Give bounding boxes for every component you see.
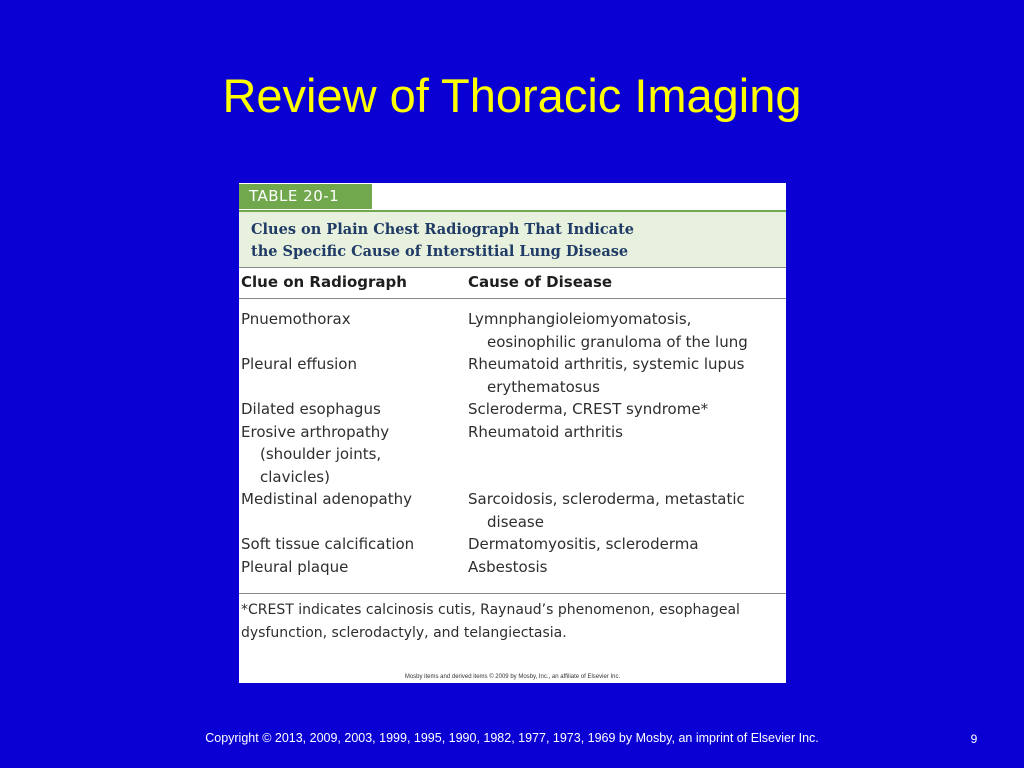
- clue-text: Erosive arthropathy: [241, 422, 390, 441]
- clue-cell: [241, 533, 461, 556]
- table-label-row: [239, 183, 786, 210]
- table-row: [239, 556, 786, 579]
- table-caption-line-2: the Specific Cause of Interstitial Lung Disease: [251, 243, 629, 260]
- cause-cell: [468, 421, 786, 444]
- cause-text: eosinophilic granuloma of the lung: [487, 332, 748, 351]
- table-row: [239, 398, 786, 421]
- clue-cell: [241, 353, 461, 376]
- cause-text: Dermatomyositis, scleroderma: [468, 535, 699, 553]
- table-body: [239, 308, 786, 578]
- cause-cell: [468, 353, 786, 398]
- slide-title: Review of Thoracic Imaging: [222, 69, 802, 122]
- clue-cell: [241, 488, 461, 511]
- clue-text: Medistinal adenopathy: [241, 490, 412, 508]
- table-caption: [251, 219, 771, 263]
- column-header-clue: Clue on Radiograph: [241, 273, 407, 291]
- table-row: [239, 308, 786, 353]
- clue-cell: [241, 308, 461, 331]
- table-footnote: [241, 599, 786, 644]
- copyright-notice: Copyright © 2013, 2009, 2003, 1999, 1995, 1990, 1982, 1977, 1973, 1969 by Mosby, an imprint of Elsevier Inc.: [205, 731, 819, 745]
- cause-text: Scleroderma, CREST syndrome*: [468, 400, 709, 418]
- table-caption-line-1: Clues on Plain Chest Radiograph That Indicate: [251, 221, 635, 238]
- cause-text: Rheumatoid arthritis: [468, 422, 623, 441]
- footnote-line-2: dysfunction, sclerodactyly, and telangiectasia.: [241, 624, 567, 641]
- header-bottom-rule: [239, 298, 786, 299]
- table-figure: [239, 183, 786, 683]
- cause-cell: [468, 533, 786, 556]
- clue-cell: [241, 398, 461, 421]
- footnote-rule: [239, 593, 786, 594]
- table-row: [239, 533, 786, 556]
- table-label: TABLE 20-1: [239, 184, 372, 209]
- cause-cell: [468, 398, 786, 421]
- clue-text: Pleural effusion: [241, 355, 357, 373]
- clue-text: Pleural plaque: [241, 557, 349, 576]
- cause-text: erythematosus: [487, 377, 600, 396]
- cause-cell: [468, 488, 786, 533]
- footnote-line-1: *CREST indicates calcinosis cutis, Raynaud’s phenomenon, esophageal: [241, 602, 740, 618]
- clue-cell: [241, 556, 461, 579]
- table-row: [239, 421, 786, 489]
- page-number: 9: [970, 732, 978, 746]
- table-caption-band: [239, 210, 786, 267]
- table-row: [239, 353, 786, 398]
- figure-credit: Mosby items and derived items © 2009 by Mosby, Inc., an affiliate of Elsevier Inc.: [404, 674, 621, 680]
- cause-cell: [468, 308, 786, 353]
- clue-text: Soft tissue calcification: [241, 535, 415, 553]
- cause-cell: [468, 556, 786, 579]
- cause-text: Lymnphangioleiomyomatosis,: [468, 310, 692, 328]
- clue-text: Pnuemothorax: [241, 310, 351, 328]
- cause-text: disease: [487, 512, 544, 531]
- clue-cell: [241, 421, 461, 489]
- clue-text: clavicles): [260, 467, 330, 486]
- header-top-rule: [239, 267, 786, 268]
- cause-text: Sarcoidosis, scleroderma, metastatic: [468, 490, 745, 508]
- cause-text: Rheumatoid arthritis, systemic lupus: [468, 355, 745, 373]
- table-row: [239, 488, 786, 533]
- clue-text: Dilated esophagus: [241, 400, 381, 418]
- cause-text: Asbestosis: [468, 557, 548, 576]
- clue-text: (shoulder joints,: [260, 445, 382, 463]
- column-header-cause: Cause of Disease: [468, 273, 613, 291]
